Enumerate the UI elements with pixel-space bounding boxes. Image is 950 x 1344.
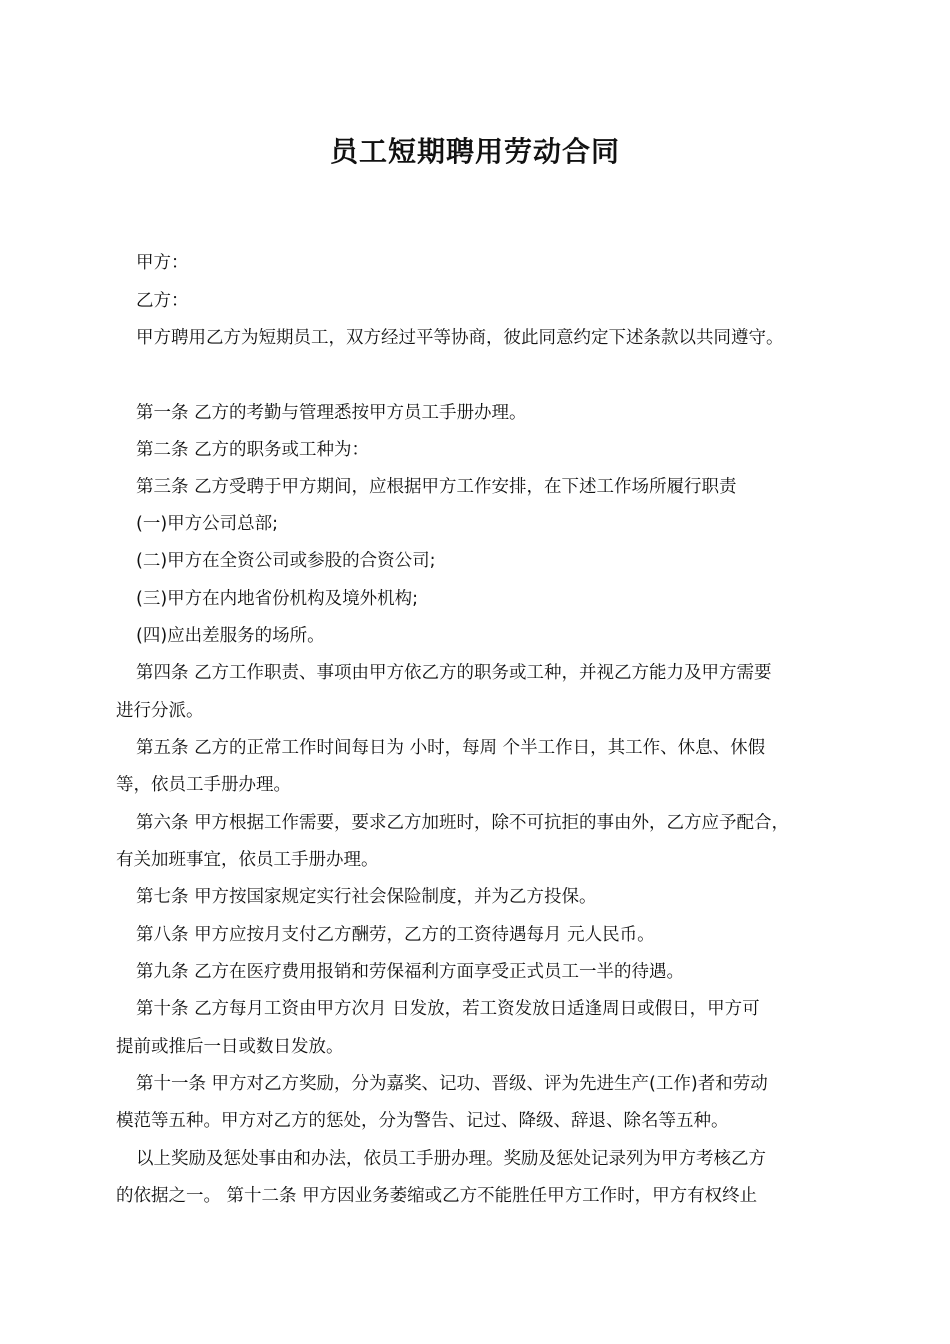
article-6-line-2: 有关加班事宜，依员工手册办理。: [116, 850, 379, 870]
article-2-line: 第二条 乙方的职务或工种为：: [136, 440, 370, 460]
article-1-line: 第一条 乙方的考勤与管理悉按甲方员工手册办理。: [136, 403, 527, 423]
article-5-line-1: 第五条 乙方的正常工作时间每日为 小时，每周 个半工作日，其工作、休息、休假: [136, 738, 766, 758]
article-3-item-4: (四)应出差服务的场所。: [136, 626, 325, 646]
article-11-line-2: 模范等五种。甲方对乙方的惩处，分为警告、记过、降级、辞退、除名等五种。: [116, 1111, 729, 1131]
article-4-line-1: 第四条 乙方工作职责、事项由甲方依乙方的职务或工种，并视乙方能力及甲方需要: [136, 663, 772, 683]
article-3-item-1: (一)甲方公司总部;: [136, 514, 279, 534]
article-9-line: 第九条 乙方在医疗费用报销和劳保福利方面享受正式员工一半的待遇。: [136, 962, 685, 982]
article-7-line: 第七条 甲方按国家规定实行社会保险制度，并为乙方投保。: [136, 887, 597, 907]
article-10-line-1: 第十条 乙方每月工资由甲方次月 日发放，若工资发放日适逢周日或假日，甲方可: [136, 999, 760, 1019]
rewards-note-line-2: 的依据之一。 第十二条 甲方因业务萎缩或乙方不能胜任甲方工作时，甲方有权终止: [116, 1186, 758, 1206]
article-8-line: 第八条 甲方应按月支付乙方酬劳，乙方的工资待遇每月 元人民币。: [136, 925, 655, 945]
party-a-line: 甲方：: [136, 253, 189, 273]
article-6-line-1: 第六条 甲方根据工作需要，要求乙方加班时，除不可抗拒的事由外，乙方应予配合，: [136, 813, 790, 833]
article-3-item-2: (二)甲方在全资公司或参股的合资公司;: [136, 551, 436, 571]
article-3-line: 第三条 乙方受聘于甲方期间，应根据甲方工作安排，在下述工作场所履行职责: [136, 477, 737, 497]
article-3-item-3: (三)甲方在内地省份机构及境外机构;: [136, 589, 419, 609]
rewards-note-line-1: 以上奖励及惩处事由和办法，依员工手册办理。奖励及惩处记录列为甲方考核乙方: [136, 1149, 766, 1169]
article-4-line-2: 进行分派。: [116, 701, 204, 721]
article-10-line-2: 提前或推后一日或数日发放。: [116, 1037, 344, 1057]
article-11-line-1: 第十一条 甲方对乙方奖励，分为嘉奖、记功、晋级、评为先进生产(工作)者和劳动: [136, 1074, 768, 1094]
article-5-line-2: 等，依员工手册办理。: [116, 775, 291, 795]
document-title: 员工短期聘用劳动合同: [329, 135, 620, 168]
preamble-line: 甲方聘用乙方为短期员工，双方经过平等协商，彼此同意约定下述条款以共同遵守。: [136, 328, 784, 348]
party-b-line: 乙方：: [136, 291, 189, 311]
